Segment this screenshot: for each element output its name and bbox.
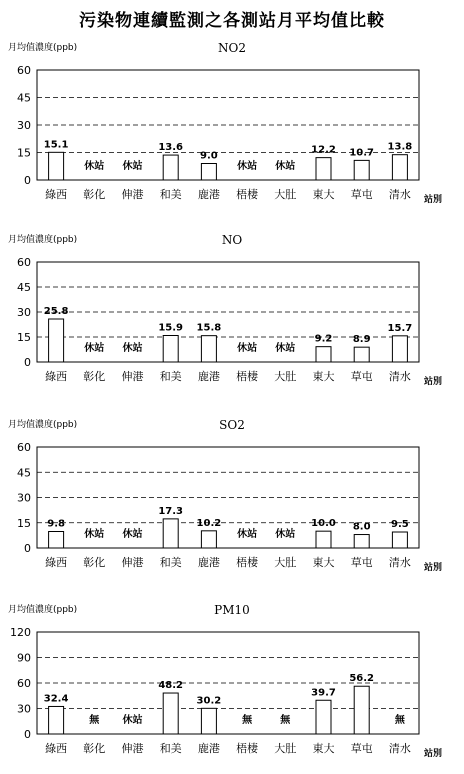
chart-so2: [0, 415, 464, 575]
data-label: 39.7: [311, 687, 336, 699]
x-tick-label: 清水: [388, 742, 411, 755]
status-label: 無: [394, 715, 405, 726]
bar: [201, 336, 216, 362]
status-label: 休站: [84, 343, 105, 354]
y-tick-label: 30: [17, 491, 31, 505]
data-label: 30.2: [196, 695, 222, 707]
x-tick-label: 梧棲: [236, 556, 259, 569]
chart-title: SO2: [219, 418, 245, 432]
y-tick-label: 15: [17, 516, 31, 530]
status-label: 休站: [237, 343, 258, 354]
chart-pm10: [0, 600, 464, 770]
status-label: 休站: [84, 161, 105, 172]
y-tick-label: 30: [17, 702, 31, 716]
x-axis-label: 站別: [424, 377, 443, 387]
x-tick-label: 鹿港: [197, 370, 220, 383]
bar: [316, 531, 331, 548]
y-tick-label: 30: [17, 119, 31, 132]
bar: [49, 319, 64, 362]
y-tick-label: 0: [24, 542, 31, 555]
chart-no: [0, 230, 464, 390]
data-label: 15.1: [43, 139, 69, 151]
x-tick-label: 彰化: [83, 556, 106, 569]
data-label: 9.5: [391, 519, 409, 531]
y-axis-label: 月均值濃度(ppb): [8, 420, 78, 430]
data-label: 13.6: [158, 142, 184, 154]
data-label: 17.3: [158, 505, 184, 517]
status-label: 休站: [122, 529, 143, 540]
x-tick-label: 和美: [159, 742, 182, 755]
y-tick-label: 45: [17, 91, 31, 105]
x-tick-label: 草屯: [350, 188, 373, 201]
chart-title: PM10: [214, 603, 250, 617]
data-label: 13.8: [387, 141, 413, 153]
data-label: 8.0: [352, 521, 371, 533]
bar: [354, 535, 369, 548]
data-label: 12.2: [311, 144, 336, 156]
chart-no2: [0, 40, 464, 205]
x-tick-label: 綠西: [45, 188, 68, 201]
x-tick-label: 東大: [312, 742, 335, 755]
x-tick-label: 大肚: [274, 188, 297, 201]
x-tick-label: 伸港: [121, 370, 144, 383]
x-axis-label: 站別: [424, 749, 443, 759]
bar: [392, 155, 407, 180]
y-axis-label: 月均值濃度(ppb): [8, 43, 78, 53]
x-tick-label: 鹿港: [197, 556, 220, 569]
data-label: 10.7: [349, 147, 375, 159]
x-tick-label: 綠西: [45, 370, 68, 383]
x-tick-label: 大肚: [274, 742, 297, 755]
bar: [354, 347, 369, 362]
x-axis-label: 站別: [424, 563, 443, 573]
bar: [49, 152, 64, 180]
data-label: 8.9: [352, 334, 371, 346]
bar: [201, 708, 216, 734]
y-axis-label: 月均值濃度(ppb): [8, 605, 78, 615]
x-tick-label: 清水: [388, 370, 411, 383]
x-tick-label: 清水: [388, 556, 411, 569]
bar: [201, 531, 216, 548]
bar: [316, 700, 331, 734]
bar: [163, 519, 178, 548]
bar: [49, 532, 64, 548]
x-tick-label: 東大: [312, 370, 335, 383]
status-label: 休站: [84, 529, 105, 540]
x-tick-label: 伸港: [121, 188, 144, 201]
x-tick-label: 伸港: [121, 556, 144, 569]
data-label: 32.4: [43, 693, 69, 705]
bar: [316, 347, 331, 362]
x-tick-label: 和美: [159, 370, 182, 383]
y-tick-label: 60: [17, 64, 31, 77]
page-title: 污染物連續監測之各測站月平均值比較: [79, 11, 385, 31]
chart-title: NO: [221, 233, 243, 247]
x-tick-label: 彰化: [83, 370, 106, 383]
data-label: 56.2: [349, 673, 375, 685]
x-tick-label: 伸港: [121, 742, 144, 755]
y-tick-label: 90: [17, 651, 31, 665]
status-label: 休站: [122, 161, 143, 172]
status-label: 休站: [122, 343, 143, 354]
y-tick-label: 60: [17, 677, 31, 690]
data-label: 10.0: [311, 518, 336, 530]
x-tick-label: 草屯: [350, 370, 373, 383]
data-label: 15.7: [387, 322, 413, 334]
y-tick-label: 45: [17, 281, 31, 294]
status-label: 無: [280, 715, 291, 726]
data-label: 15.8: [196, 322, 222, 334]
status-label: 休站: [122, 715, 143, 726]
data-label: 10.2: [196, 517, 222, 529]
y-tick-label: 15: [17, 331, 31, 344]
bar: [354, 686, 369, 734]
x-tick-label: 鹿港: [197, 188, 220, 201]
data-label: 15.9: [158, 322, 184, 334]
x-tick-label: 東大: [312, 556, 335, 569]
data-label: 9.8: [47, 518, 65, 530]
x-tick-label: 彰化: [83, 188, 106, 201]
bar: [316, 158, 331, 180]
status-label: 無: [242, 715, 253, 726]
x-tick-label: 東大: [312, 188, 335, 201]
status-label: 休站: [237, 529, 258, 540]
y-tick-label: 15: [17, 146, 31, 160]
y-tick-label: 60: [17, 441, 31, 454]
data-label: 9.0: [200, 150, 218, 162]
status-label: 休站: [237, 161, 258, 172]
y-tick-label: 0: [24, 174, 31, 187]
x-tick-label: 和美: [159, 188, 182, 201]
y-tick-label: 30: [17, 306, 31, 319]
x-tick-label: 梧棲: [236, 370, 259, 383]
data-label: 9.2: [314, 333, 333, 345]
bar: [49, 706, 64, 734]
status-label: 休站: [275, 529, 296, 540]
x-tick-label: 草屯: [350, 556, 373, 569]
x-tick-label: 梧棲: [236, 188, 259, 201]
y-tick-label: 120: [10, 626, 31, 639]
y-tick-label: 45: [17, 466, 31, 480]
y-tick-label: 0: [24, 728, 31, 741]
x-tick-label: 草屯: [350, 742, 373, 755]
x-tick-label: 清水: [388, 188, 411, 201]
x-tick-label: 梧棲: [236, 742, 259, 755]
x-tick-label: 和美: [159, 556, 182, 569]
y-axis-label: 月均值濃度(ppb): [8, 235, 78, 245]
bar: [392, 336, 407, 362]
bar: [201, 164, 216, 181]
x-tick-label: 彰化: [83, 742, 106, 755]
x-tick-label: 鹿港: [197, 742, 220, 755]
bar: [354, 160, 369, 180]
x-tick-label: 綠西: [45, 742, 68, 755]
status-label: 休站: [275, 161, 296, 172]
y-tick-label: 0: [24, 356, 31, 369]
x-tick-label: 綠西: [45, 556, 68, 569]
status-label: 無: [89, 715, 100, 726]
bar: [163, 336, 178, 363]
chart-title: NO2: [218, 41, 246, 55]
x-tick-label: 大肚: [274, 370, 297, 383]
bar: [163, 693, 178, 734]
status-label: 休站: [275, 343, 296, 354]
bar: [163, 155, 178, 180]
y-tick-label: 60: [17, 256, 31, 269]
x-tick-label: 大肚: [274, 556, 297, 569]
x-axis-label: 站別: [424, 195, 443, 205]
bar: [392, 532, 407, 548]
data-label: 25.8: [43, 306, 69, 317]
data-label: 48.2: [158, 680, 184, 692]
